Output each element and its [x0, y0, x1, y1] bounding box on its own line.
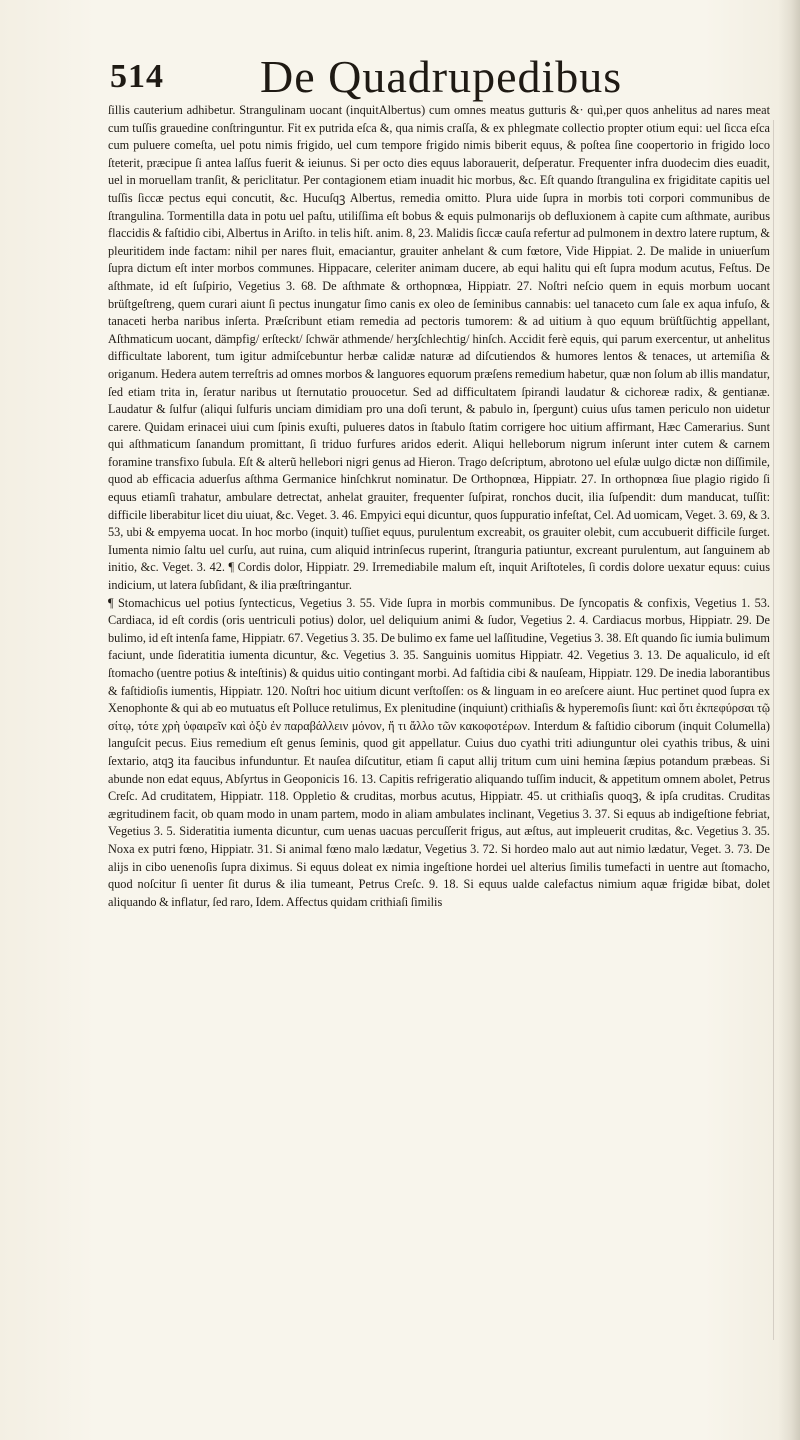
page-edge-rule	[773, 120, 774, 1340]
page-edge-shadow	[778, 0, 800, 1440]
paragraph-1: ſillis cauterium adhibetur. Strangulinam uocant (inquitAlbertus) cum omnes meatus gutturis &· quì,per quos anhelitus ad nares meat cum tuſſis grauedine conſtringuntur. Fit ex putrida eſca &, qua nimis craſſa, & ex phlegmate collectio propter otium equi: uel ſicca eſca cum puluere comeſta, uel potu nimis frigido, uel cum tempore frigido nimis biberit equus, & poſtea ſine coopertorio in frigido loco ſteterit, præcipue ſi antea laſſus fuerit & ieiunus. Si per octo dies equus laborauerit, deſperatur. Frequenter infra duodecim dies euadit, uel in moruellam tranſit, & periclitatur. Per contagionem etiam inuadit hic morbus, &c. Eſt quando ſtrangulina ex frigiditate capitis uel tuſſis ſiccæ pectus equi concutit, &c. Hucuſqꝫ Albertus, remedia omitto. Plura uide ſupra in morbis toti corpori communibus de ſtrangulina. Tormentilla data in potu uel paſtu, utiliſſima eſt bobus & equis pulmonarijs ob defluxionem à capite cum aſthmate, auribus flaccidis & faſtidio cibi, Albertus in Ariſto. in telis hiſt. anim. 8, 23. Malidis ſiccæ cauſa refertur ad pulmonem in dextro latere ruptum, & pleuritidem inde factam: nihil per nares fluit, emaciantur, grauiter anhelant & cum fœtore, Vide Hippiat. 2. De malide in uniuerſum ſupra dictum eſt inter morbos communes. Hippacare, celeriter animam ducere, ab equi halitu qui eſt ſupra modum acutus, Feſtus. De aſthmate, id eſt ſuſpirio, Vegetius 3. 68. De aſthmate & orthopnœa, Hippiatr. 27. Noſtri neſcio quem in equis morbum uocant brüſtgeſtreng, quem curari aiunt ſi pectus inungatur ſimo canis ex oleo de ſeminibus cannabis: uel tanaceto cum ſale ex aqua infuſo, & tanaceti herba naribus inſerta. Præſcribunt etiam remedia ad pectoris tumorem: & ad uitium à quo equum brüſtſüchtig appellant, Aſthmaticum uocant, dämpfig/ erſteckt/ ſchwär athmende/ herʒſchlechtig/ hinſch. Accidit ferè equis, qui parum exercentur, ut anhelitus difficultate laborent, tum igitur admiſcebuntur herbæ calidæ naturæ ad diſcutiendos & humores lentos & tenaces, ut artemiſia & origanum. Hedera autem terreſtris ad omnes morbos & languores equorum præſens remedium habetur, quæ non ſolum ab illis mandatur, ſed etiam trita in, ſeratur naribus ut ſternutatio prouocetur. Sed ad difficultatem ſpirandi laudatur & cichoreæ radix, & gentianæ. Laudatur & ſulfur (aliqui ſulfuris unciam dimidiam pro una doſi terunt, & pabulo in, ſpergunt) cuius uſus tamen periculo non uidetur carere. Quidam erinacei uiui cum ſpinis exuſti, pulueres datos in ſtabulo ſtatim corrigere hoc uitium affirmant, Hæc Camerarius. Sunt qui aſthmaticum ſanandum promittant, ſi triduo furfures aridos ederit. Aliqui helleborum nigrum inſerunt inter cutem & carnem foramine transfixo ſubula. Eſt & alterũ hellebori nigri genus ad Hieron. Trago deſcriptum, abrotono uel eſulæ uulgo dictæ non diſſimile, quod ab efficacia aduerſus aſthma Germanice hinſchkrut nominatur. De Orthopnœa, Hippiatr. 27. In orthopnœa ſiue plagio rigido ſi equus etiamſi trahatur, ambulare detrectat, anhelat grauiter, frequenter ſuſpirat, ronchos ducit, ilia ſuſpendit: dum manducat, tuſſit: difficile liberabitur licet diu uiuat, &c. Veget. 3. 46. Empyici equi dicuntur, quos ſuppuratio infeſtat, Cel. Ad uomicam, Veget. 3. 69, & 3. 53, ubi & empyema uocat. In hoc morbo (inquit) tuſſiet equus, purulentum excreabit, os grauiter olebit, cum accubuerit difficile ſurget. Iumenta nimio ſaltu uel curſu, aut ruina, cum aliquid intrinſecus ruperint, ſtranguria patiuntur, excreant purulentum, aut ſanguinem ab initio, &c. Veget. 3. 42. ¶ Cordis dolor, Hippiatr. 29. Irremediabile malum eſt, inquit Ariſtoteles, ſi cordis dolore uexatur equus: cuius indicium, ut latera ſubſidant, & ilia præſtringantur.	[108, 103, 770, 593]
page-number: 514	[110, 58, 164, 95]
running-title: De Quadrupedibus	[260, 51, 623, 102]
paragraph-2: ¶ Stomachicus uel potius ſyntecticus, Vegetius 3. 55. Vide ſupra in morbis communibus. De ſyncopatis & confixis, Vegetius 1. 53. Cardiaca, id eſt cordis (oris uentriculi potius) dolor, uel deliquium animi & ſudor, Vegetius 2. 4. Cardiacus morbus, Hippiatr. 29. De bulimo, id eſt intenſa fame, Hippiatr. 67. Vegetius 3. 35. De bulimo ex fame uel laſſitudine, Vegetius 3. 38. Eſt quando ſic iumia bulimum faciunt, unde ſideratitia iumenta dicuntur, &c. Vegetius 3. 35. Sanguinis uomitus Hippiatr. 42. Vegetius 3. 13. De aqualiculo, id eſt ſtomacho (uentre potius & inteſtinis) & quidus uitio contingant morbi. Ad faſtidia cibi & nauſeam, Hippiatr. 129. De inedia laborantibus & faſtidioſis iumentis, Hippiatr. 120. Noſtri hoc uitium dicunt verſtoſſen: os & linguam in eo areſcere aiunt. Huc pertinet quod ſupra ex Xenophonte & qui ab eo mutuatus eſt Polluce retulimus, Ex plenitudine (inquiunt) crithiaſis & hyperemoſis ſiunt: καὶ ὅτι ἐκπεφύρσαι τῷ σίτῳ, τότε χρὴ ὑφαιρεῖν καὶ ὀξὺ ἐν παραβάλλειν μόνον, ἤ τι ἄλλο τῶν κακοφοτέρων. Interdum & faſtidio ciborum (inquit Columella) languſcit pecus. Eius remedium eſt genus ſeminis, quod git appellatur. Cuius duo cyathi triti adiunguntur olei cyathis tribus, & uini ſextario, atqꝫ ita faucibus infunduntur. Et nauſea diſcutitur, etiam ſi caput allij tritum cum uini hemina ſæpius potandum præbeas. Si abunde non edat equus, Abſyrtus in Geoponicis 16. 13. Capitis refrigeratio aliquando tuſſim inducit, & appetitum omnem abolet, Petrus Creſc. Ad cruditatem, Hippiatr. 118. Oppletio & cruditas, morbus acutus, Hippiatr. 45. ut crithiaſis quoqꝫ, & ipſa cruditas. Cruditas ægritudinem facit, ob quam modo in unam partem, modo in aliam ambulates inclinant, Vegetius 3. 37. Si equus ab indigeſtione febriat, Vegetius 3. 5. Sideratitia iumenta dicuntur, cum uenas uacuas percuſſerit frigus, aut æſtus, aut impleuerit cruditas, &c. Vegetius 3. 35. Noxa ex putri fœno, Hippiatr. 31. Si animal fœno malo lædatur, Vegetius 3. 72. Si hordeo malo aut aut nimio lædatur, Veget. 3. 73. De alijs in cibo uenenoſis ſupra diximus. Si equus doleat ex nimia ingeſtione hordei uel alterius ſimilis tumefacti in uentre aut ſtomacho, quod noſcitur ſi uenter ſit durus & ilia tumeant, Petrus Creſc. 9. 18. Si equus ualde calefactus nimium aquæ frigidæ bibat, dolet aliquando & inflatur, ſed raro, Idem. Affectus quidam crithiaſi ſimilis	[108, 595, 770, 909]
page-header	[110, 50, 750, 108]
body-text	[108, 102, 770, 911]
